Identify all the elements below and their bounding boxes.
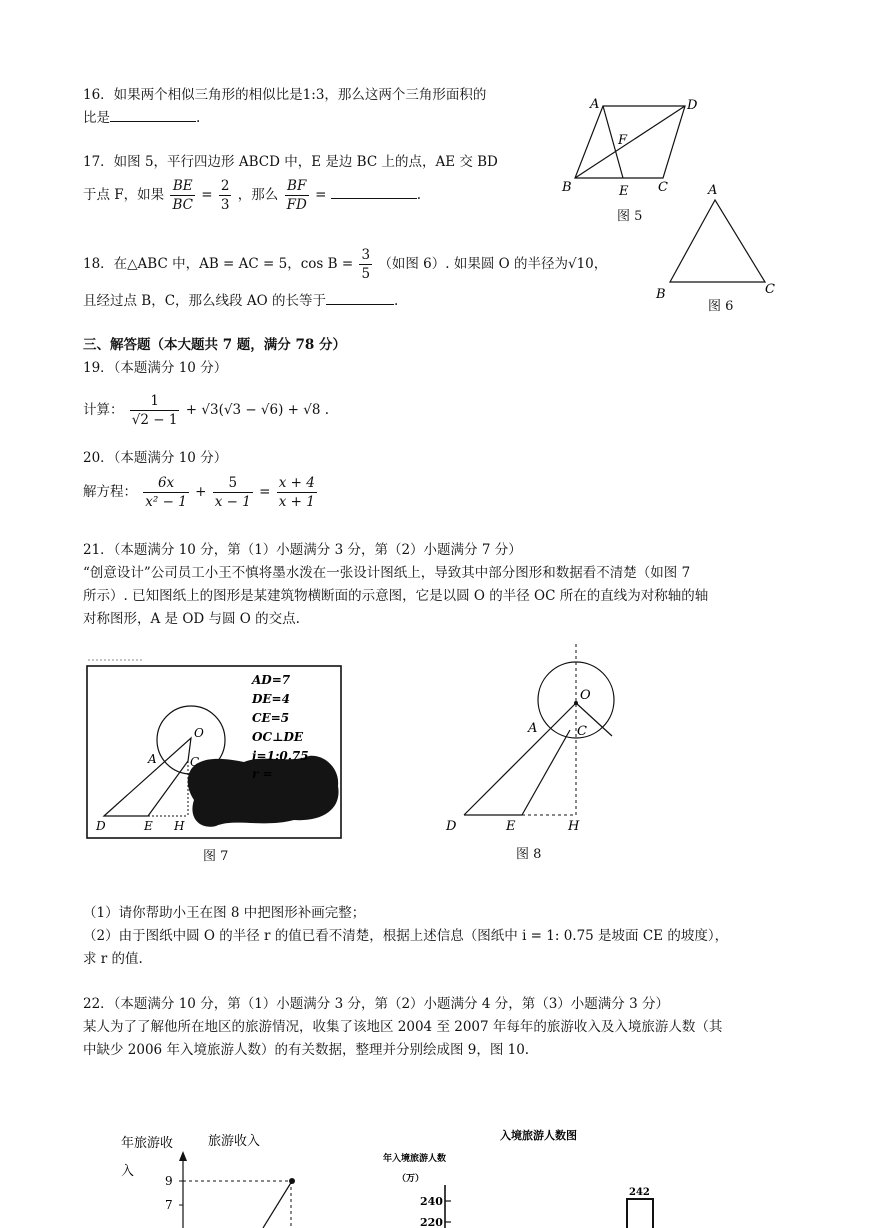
q21-p2: 所示）. 已知图纸上的图形是某建筑物横断面的示意图，它是以圆 O 的半径 OC 所在的直线为对称轴的轴: [83, 588, 709, 604]
fig7-legend-4: i=1:0.75: [252, 749, 309, 763]
q19-expression: [83, 388, 329, 432]
fig8-label-e: E: [506, 819, 516, 834]
section3-title: 三、解答题（本大题共 7 题，满分 78 分）: [83, 337, 346, 353]
fig9-tick-7: 7: [165, 1198, 173, 1212]
q18-post: （如图 6）. 如果圆 O 的半径为√10，: [378, 256, 608, 272]
fig9-title: 旅游收入: [208, 1134, 261, 1149]
fig10-ylabel-line1: 年入境旅游人数: [383, 1154, 447, 1164]
q18-f-num: 3: [361, 247, 371, 263]
q20-f3-num: x + 4: [278, 475, 315, 491]
fig8-caption: 图 8: [516, 847, 542, 862]
q17-fraction-bf-fd: [285, 177, 309, 214]
q17-f3-num: BF: [285, 177, 309, 196]
fig5-label-f: F: [618, 133, 628, 148]
q17-fraction-be-bc: [170, 177, 195, 214]
fig7-label-e: E: [144, 819, 153, 833]
q21-header: 21．（本题满分 10 分，第（1）小题满分 3 分，第（2）小题满分 7 分）: [83, 542, 522, 558]
fig10-bar-label: 242: [629, 1187, 650, 1198]
q17-f3-den: FD: [286, 197, 307, 213]
figure-6-triangle: [650, 180, 780, 300]
fig6-label-b: B: [656, 287, 666, 300]
fig7-label-o: O: [194, 726, 204, 740]
fig8-label-h: H: [568, 819, 580, 834]
q16-label: 比是: [83, 110, 110, 126]
fig8-label-c: C: [577, 724, 587, 739]
q17-line1: 17．如图 5，平行四边形 ABCD 中，E 是边 BC 上的点，AE 交 BD: [83, 154, 498, 170]
fig8-label-a: A: [528, 721, 538, 736]
q18-pre: 18．在△ABC 中，AB = AC = 5，cos B =: [83, 256, 354, 272]
fig10-ylabel-line2: （万）: [397, 1174, 425, 1184]
q16-end: .: [196, 110, 201, 126]
fig5-label-d: D: [687, 98, 698, 113]
fig7-label-d: D: [96, 819, 106, 833]
fig10-tick-240: 240: [420, 1195, 443, 1208]
q20-f1-den: x² − 1: [145, 494, 187, 510]
fig9-ylabel-line1: 年旅游收: [121, 1136, 174, 1151]
q20-equation: [83, 470, 319, 514]
q17-fraction-2-3: [219, 177, 232, 214]
q22-p2: 中缺少 2006 年入境旅游人数）的有关数据，整理并分别绘成图 9，图 10.: [83, 1042, 530, 1058]
q17-f1-den: BC: [172, 197, 193, 213]
fig5-label-c: C: [658, 180, 668, 195]
figure-8-diagram: [440, 640, 630, 840]
fig7-label-a: A: [148, 752, 157, 766]
figure-9-income-chart: [115, 1125, 335, 1228]
q20-f2-num: 5: [213, 474, 253, 493]
q20-header: 20．（本题满分 10 分）: [83, 450, 228, 466]
fig10-title: 入境旅游人数图: [500, 1129, 577, 1142]
q17-pre: 于点 F，如果: [83, 187, 165, 203]
q20-fraction-1: [143, 474, 189, 511]
q18-f-den: 5: [361, 266, 371, 282]
q20-f3-den: x + 1: [278, 494, 315, 510]
fig6-caption: 图 6: [708, 299, 734, 314]
q16-line1: 16．如果两个相似三角形的相似比是1:3，那么这两个三角形面积的: [83, 87, 487, 103]
q17-f1-num: BE: [170, 177, 195, 196]
q17-answer-blank[interactable]: [331, 184, 417, 199]
q20-fraction-2: [213, 474, 253, 511]
q21-sub1: （1）请你帮助小王在图 8 中把图形补画完整；: [83, 905, 366, 921]
fig6-label-c: C: [765, 282, 775, 297]
figure-7-ink-drawing: [84, 658, 346, 842]
q16-answer-blank[interactable]: [110, 107, 196, 122]
q17-f2-num: 2: [220, 178, 230, 194]
fig9-ylabel-line2: 入: [121, 1164, 135, 1179]
q19-f-num: 1: [130, 392, 180, 411]
fig7-label-h: H: [174, 819, 185, 833]
q18-answer-blank[interactable]: [326, 290, 394, 305]
q20-fraction-3: [277, 474, 317, 511]
q18-end: .: [393, 293, 399, 309]
q20-f1-num: 6x: [143, 474, 189, 493]
figure-10-inbound-chart: [375, 1125, 665, 1228]
q17-end: .: [416, 187, 421, 203]
q17-eq1: =: [201, 187, 213, 203]
q22-p1: 某人为了了解他所在地区的旅游情况，收集了该地区 2004 至 2007 年每年的旅游收入及入境旅游人数（其: [83, 1019, 723, 1035]
q18-fraction-3-5: [359, 246, 372, 283]
q17-mid: ，那么: [237, 187, 279, 203]
q18-line1: [83, 243, 607, 285]
fig7-label-c: C: [190, 755, 200, 769]
q16-line2: [83, 107, 200, 128]
q17-line2: [83, 174, 421, 216]
q19-header: 19．（本题满分 10 分）: [83, 360, 228, 376]
q18-line2: [83, 290, 398, 311]
fig5-label-b: B: [562, 180, 572, 195]
q22-header: 22．（本题满分 10 分，第（1）小题满分 3 分，第（2）小题满分 4 分，第（3）小题满分 3 分）: [83, 996, 669, 1012]
q19-pre: 计算：: [83, 402, 124, 418]
q17-eq2: =: [315, 187, 327, 203]
fig5-label-e: E: [619, 184, 629, 199]
q20-f2-den: x − 1: [214, 494, 251, 510]
fig7-legend-3: OC⊥DE: [252, 730, 304, 744]
fig7-legend-2: CE=5: [252, 711, 290, 725]
q19-f-den: √2 − 1: [131, 412, 178, 428]
fig8-label-d: D: [446, 819, 457, 834]
fig7-caption: 图 7: [203, 849, 229, 864]
q19-fraction: [130, 392, 180, 429]
q20-eq: =: [259, 484, 271, 500]
q20-plus: +: [195, 484, 207, 500]
q21-sub2: （2）由于图纸中圆 O 的半径 r 的值已看不清楚，根据上述信息（图纸中 i = 1: 0.75 是坡面 CE 的坡度），: [83, 928, 729, 944]
q21-p3: 对称图形，A 是 OD 与圆 O 的交点.: [83, 611, 300, 627]
q21-p1: “创意设计”公司员工小王不慎将墨水泼在一张设计图纸上，导致其中部分图形和数据看不清楚（如图 7: [83, 565, 691, 581]
q19-post: + √3(√3 − √6) + √8 .: [185, 402, 330, 418]
fig7-legend-5: r =: [252, 767, 273, 781]
fig9-tick-9: 9: [165, 1174, 173, 1188]
q18-line2-text: 且经过点 B，C，那么线段 AO 的长等于: [83, 293, 326, 309]
fig5-label-a: A: [590, 97, 600, 112]
fig7-legend-1: DE=4: [252, 692, 290, 706]
q20-pre: 解方程：: [83, 484, 137, 500]
q17-f2-den: 3: [220, 197, 230, 213]
fig5-caption: 图 5: [617, 209, 643, 224]
fig6-label-a: A: [708, 183, 718, 198]
fig7-legend-0: AD=7: [252, 673, 291, 687]
fig10-tick-220: 220: [420, 1216, 443, 1228]
fig8-label-o: O: [580, 688, 591, 703]
q21-sub3: 求 r 的值.: [83, 951, 143, 967]
